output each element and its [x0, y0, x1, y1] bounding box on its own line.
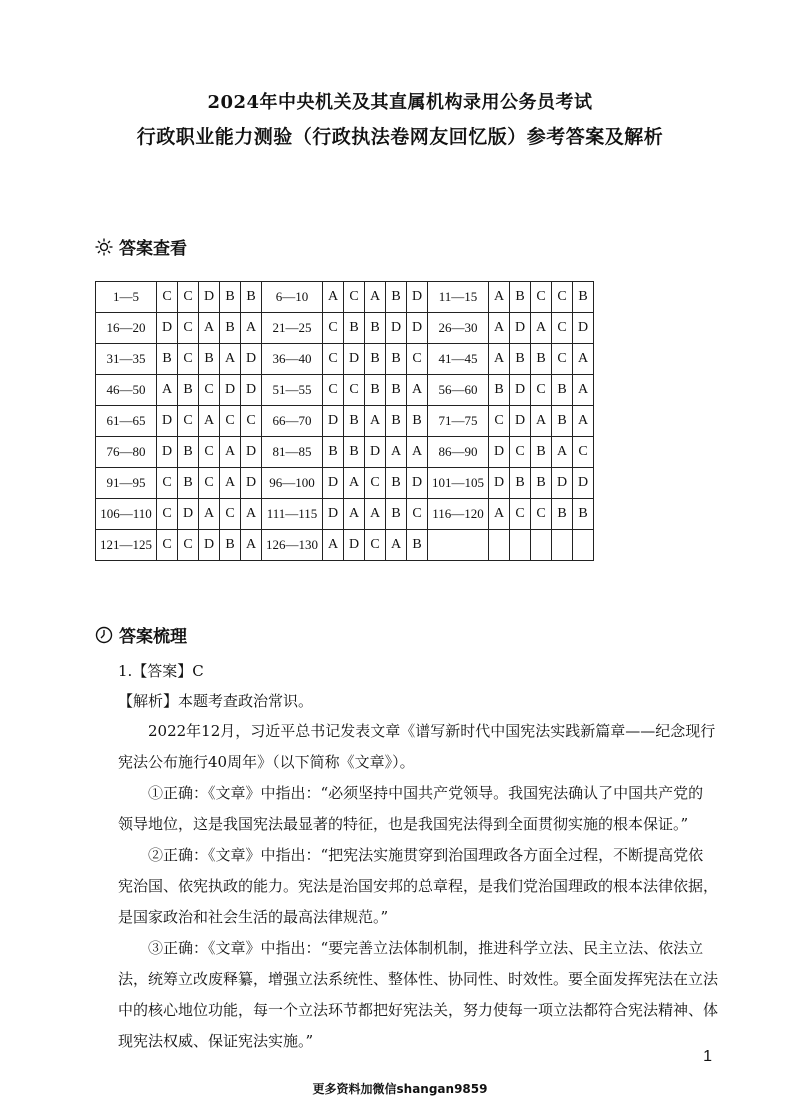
answer-range: 41—45 — [428, 344, 489, 375]
answer-table-row — [96, 344, 594, 375]
answer-cell: C — [178, 344, 199, 375]
answer-cell: A — [365, 282, 386, 313]
answer-cell: B — [365, 313, 386, 344]
section-answers-explained-label: 答案梳理 — [119, 627, 187, 647]
answer-cell: B — [531, 468, 552, 499]
answer-cell: B — [178, 437, 199, 468]
answer-cell: B — [386, 468, 407, 499]
answer-range: 101—105 — [428, 468, 489, 499]
answer-cell: A — [573, 344, 594, 375]
answer-table-row — [96, 468, 594, 499]
answer-cell: D — [199, 530, 220, 561]
answer-cell: A — [407, 437, 428, 468]
answer-cell: D — [344, 530, 365, 561]
answer-cell: C — [552, 313, 573, 344]
answer-cell: D — [199, 282, 220, 313]
answer-cell: D — [220, 375, 241, 406]
answer-cell: D — [489, 468, 510, 499]
answer-cell: A — [386, 437, 407, 468]
answer-cell: D — [407, 468, 428, 499]
answer-cell: C — [407, 499, 428, 530]
answer-cell: D — [344, 344, 365, 375]
answer-range: 96—100 — [262, 468, 323, 499]
answer-cell: D — [407, 282, 428, 313]
answer-range — [428, 530, 489, 561]
answer-cell: A — [573, 375, 594, 406]
answer-cell: C — [220, 499, 241, 530]
answer-cell: D — [323, 406, 344, 437]
answer-table-row — [96, 282, 594, 313]
answer-cell: D — [573, 468, 594, 499]
answer-range: 31—35 — [96, 344, 157, 375]
section-answers-view-label: 答案查看 — [119, 239, 187, 259]
answer-range: 111—115 — [262, 499, 323, 530]
answer-cell: B — [365, 375, 386, 406]
answer-cell: B — [220, 313, 241, 344]
page-number: 1 — [703, 1048, 712, 1065]
answer-cell: D — [510, 375, 531, 406]
section-answers-explained — [95, 622, 187, 647]
answer-cell: B — [344, 437, 365, 468]
answer-cell: D — [157, 437, 178, 468]
answer-cell: D — [178, 499, 199, 530]
answer-range: 56—60 — [428, 375, 489, 406]
answer-cell: A — [365, 406, 386, 437]
answer-cell: A — [365, 499, 386, 530]
answer-cell: C — [407, 344, 428, 375]
answer-cell: B — [365, 344, 386, 375]
q1-answer: 1.【答案】C — [118, 662, 204, 680]
answer-cell: D — [241, 468, 262, 499]
answer-cell: C — [220, 406, 241, 437]
answer-cell: A — [531, 313, 552, 344]
answer-table-row — [96, 437, 594, 468]
answer-cell: A — [220, 437, 241, 468]
answer-cell: A — [573, 406, 594, 437]
answer-cell: D — [489, 437, 510, 468]
answer-range: 76—80 — [96, 437, 157, 468]
answer-cell: B — [386, 344, 407, 375]
answer-cell: D — [157, 313, 178, 344]
answer-cell: C — [552, 282, 573, 313]
answer-range: 121—125 — [96, 530, 157, 561]
answer-cell — [510, 530, 531, 561]
answer-cell: C — [531, 499, 552, 530]
answer-cell: B — [552, 406, 573, 437]
answer-cell: D — [552, 468, 573, 499]
answer-cell: D — [241, 437, 262, 468]
answer-range: 116—120 — [428, 499, 489, 530]
answer-cell: D — [407, 313, 428, 344]
answer-cell: B — [407, 406, 428, 437]
answer-range: 16—20 — [96, 313, 157, 344]
answer-cell: B — [199, 344, 220, 375]
answer-cell — [573, 530, 594, 561]
answer-cell: B — [552, 375, 573, 406]
answer-cell: A — [344, 468, 365, 499]
answer-cell: B — [531, 344, 552, 375]
answer-cell: A — [489, 499, 510, 530]
answer-cell: A — [323, 530, 344, 561]
answer-range: 91—95 — [96, 468, 157, 499]
answer-table — [95, 281, 594, 561]
answer-cell: C — [531, 375, 552, 406]
answer-cell: C — [178, 282, 199, 313]
answer-cell: B — [552, 499, 573, 530]
answer-cell: A — [241, 530, 262, 561]
answer-cell: A — [531, 406, 552, 437]
q1-analysis: 【解析】本题考查政治常识。 — [118, 692, 314, 710]
answer-cell: C — [157, 282, 178, 313]
answer-cell: D — [241, 375, 262, 406]
answer-cell: B — [220, 282, 241, 313]
answer-cell: B — [386, 406, 407, 437]
answer-cell: B — [531, 437, 552, 468]
answer-cell: D — [510, 313, 531, 344]
answer-cell: C — [178, 530, 199, 561]
answer-range: 66—70 — [262, 406, 323, 437]
answer-cell: A — [199, 313, 220, 344]
document-title-line2: 行政职业能力测验（行政执法卷网友回忆版）参考答案及解析 — [136, 126, 664, 148]
answer-cell: C — [178, 313, 199, 344]
answer-cell: C — [344, 375, 365, 406]
answer-cell: A — [323, 282, 344, 313]
answer-cell: C — [157, 530, 178, 561]
answer-cell: A — [489, 344, 510, 375]
answer-cell: C — [531, 282, 552, 313]
answer-range: 61—65 — [96, 406, 157, 437]
footer-note: 更多资料加微信shangan9859 — [312, 1082, 488, 1096]
answer-cell: B — [510, 344, 531, 375]
sun-icon — [95, 238, 113, 256]
answer-table-row — [96, 499, 594, 530]
answer-cell: C — [157, 499, 178, 530]
answer-cell: B — [386, 499, 407, 530]
answer-cell: A — [407, 375, 428, 406]
answer-cell: B — [220, 530, 241, 561]
answer-cell: B — [489, 375, 510, 406]
answer-cell: C — [323, 313, 344, 344]
answer-cell: B — [241, 282, 262, 313]
paragraph-2: ①正确：《文章》中指出：“必须坚持中国共产党领导。我国宪法确认了中国共产党的领导地位，这是我国宪法最显著的特征，也是我国宪法得到全面贯彻实施的根本保证。” — [118, 784, 704, 833]
answer-cell: D — [323, 468, 344, 499]
answer-range: 86—90 — [428, 437, 489, 468]
clock-icon — [95, 626, 113, 644]
section-answers-view — [95, 234, 187, 259]
answer-range: 71—75 — [428, 406, 489, 437]
answer-cell: D — [365, 437, 386, 468]
answer-cell — [489, 530, 510, 561]
answer-cell: C — [489, 406, 510, 437]
answer-cell: A — [489, 313, 510, 344]
answer-cell: B — [386, 375, 407, 406]
answer-cell: B — [510, 282, 531, 313]
answer-cell: D — [510, 406, 531, 437]
answer-cell: B — [510, 468, 531, 499]
answer-cell: B — [178, 468, 199, 499]
answer-cell: C — [323, 344, 344, 375]
answer-cell: B — [344, 406, 365, 437]
answer-cell: B — [573, 282, 594, 313]
answer-range: 1—5 — [96, 282, 157, 313]
answer-cell: C — [323, 375, 344, 406]
paragraph-1: 2022年12月，习近平总书记发表文章《谱写新时代中国宪法实践新篇章——纪念现行宪法公布施行40周年》（以下简称《文章》）。 — [118, 722, 716, 771]
paragraph-4: ③正确：《文章》中指出：“要完善立法体制机制，推进科学立法、民主立法、依法立法，统筹立改废释纂，增强立法系统性、整体性、协同性、时效性。要全面发挥宪法在立法中的核心地位功能，每一个立法环节都把好宪法关，努力使每一项立法都符合宪法精神、体现宪法权威、保证宪法实施。” — [118, 939, 719, 1050]
answer-table-row — [96, 313, 594, 344]
answer-cell: C — [157, 468, 178, 499]
answer-range: 21—25 — [262, 313, 323, 344]
answer-range: 81—85 — [262, 437, 323, 468]
answer-cell: D — [323, 499, 344, 530]
answer-cell: A — [220, 468, 241, 499]
answer-cell: B — [157, 344, 178, 375]
answer-cell: B — [573, 499, 594, 530]
answer-cell: C — [365, 468, 386, 499]
answer-cell: C — [199, 437, 220, 468]
answer-cell: D — [386, 313, 407, 344]
answer-cell: C — [241, 406, 262, 437]
answer-table-row — [96, 530, 594, 561]
answer-range: 51—55 — [262, 375, 323, 406]
answer-table-row — [96, 406, 594, 437]
answer-cell — [531, 530, 552, 561]
answer-range: 11—15 — [428, 282, 489, 313]
answer-cell: B — [178, 375, 199, 406]
answer-cell: C — [178, 406, 199, 437]
answer-cell: A — [199, 406, 220, 437]
answer-range: 26—30 — [428, 313, 489, 344]
answer-range: 6—10 — [262, 282, 323, 313]
answer-cell: A — [552, 437, 573, 468]
answer-cell: C — [573, 437, 594, 468]
answer-cell — [552, 530, 573, 561]
answer-cell: A — [220, 344, 241, 375]
answer-cell: C — [199, 468, 220, 499]
answer-cell: A — [386, 530, 407, 561]
answer-cell: D — [241, 344, 262, 375]
answer-cell: B — [386, 282, 407, 313]
answer-cell: C — [510, 499, 531, 530]
answer-cell: C — [199, 375, 220, 406]
answer-cell: B — [323, 437, 344, 468]
answer-cell: D — [573, 313, 594, 344]
answer-cell: B — [344, 313, 365, 344]
answer-range: 46—50 — [96, 375, 157, 406]
answer-cell: A — [241, 499, 262, 530]
answer-cell: A — [199, 499, 220, 530]
answer-cell: A — [157, 375, 178, 406]
answer-cell: A — [344, 499, 365, 530]
answer-cell: C — [510, 437, 531, 468]
answer-table-row — [96, 375, 594, 406]
answer-range: 106—110 — [96, 499, 157, 530]
answer-range: 36—40 — [262, 344, 323, 375]
answer-cell: C — [365, 530, 386, 561]
answer-cell: C — [344, 282, 365, 313]
answer-cell: A — [241, 313, 262, 344]
answer-cell: B — [407, 530, 428, 561]
paragraph-3: ②正确：《文章》中指出：“把宪法实施贯穿到治国理政各方面全过程，不断提高党依宪治国、依宪执政的能力。宪法是治国安邦的总章程，是我们党治国理政的根本法律依据，是国家政治和社会生活的最高法律规范。” — [118, 846, 719, 926]
answer-cell: A — [489, 282, 510, 313]
answer-cell: D — [157, 406, 178, 437]
answer-range: 126—130 — [262, 530, 323, 561]
document-title-line1: 2024年中央机关及其直属机构录用公务员考试 — [207, 92, 593, 113]
answer-cell: C — [552, 344, 573, 375]
